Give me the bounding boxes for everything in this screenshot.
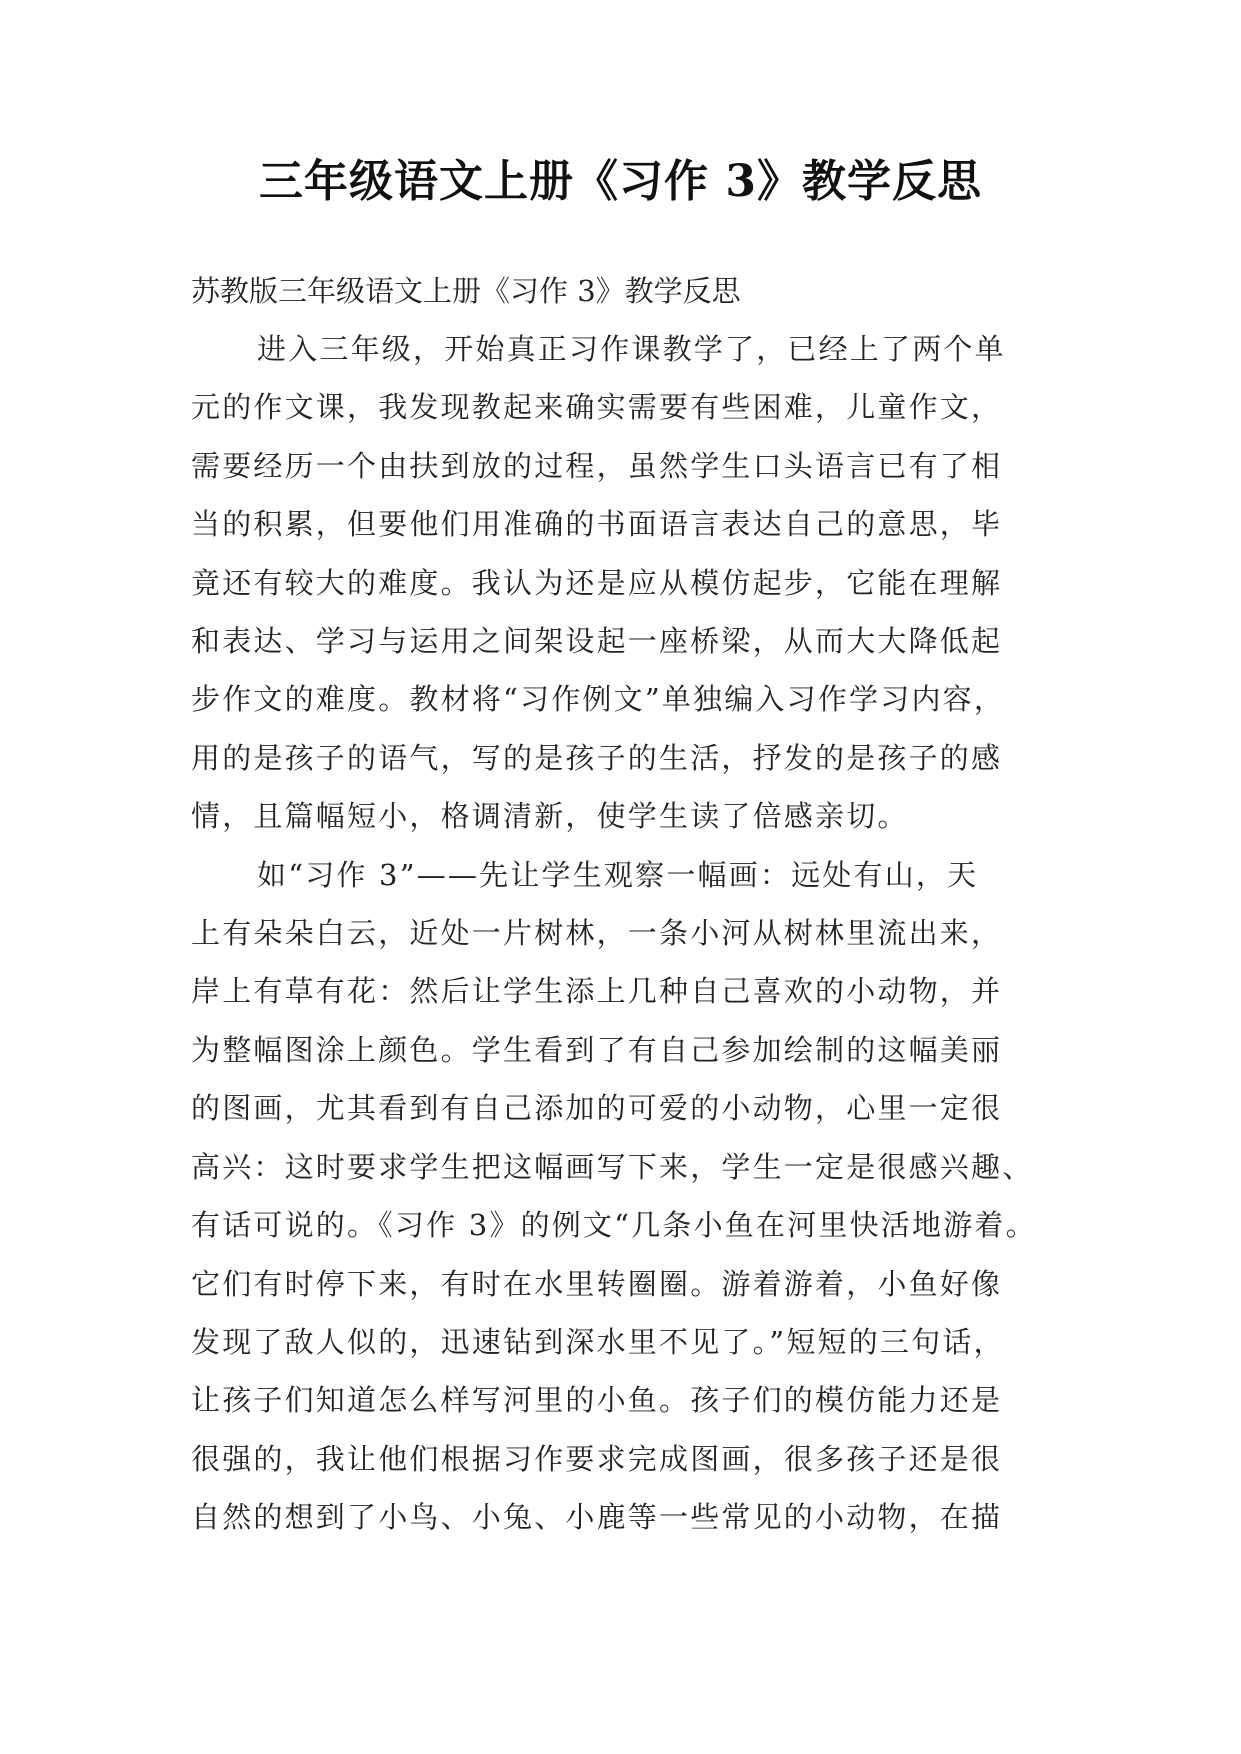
- paragraph-line: 有话可说的。《习作 3》的例文“几条小鱼在河里快活地游着。: [191, 1208, 1037, 1243]
- paragraph-line: 竟还有较大的难度。我认为还是应从模仿起步，它能在理解: [191, 565, 1003, 600]
- paragraph-line: 用的是孩子的语气，写的是孩子的生活，抒发的是孩子的感: [191, 740, 1003, 775]
- paragraph-line: 如“习作 3”——先让学生观察一幅画：远处有山，天: [257, 857, 979, 892]
- paragraph-line: 为整幅图涂上颜色。学生看到了有自己参加绘制的这幅美丽: [191, 1032, 1003, 1067]
- paragraph-line: 高兴：这时要求学生把这幅画写下来，学生一定是很感兴趣、: [191, 1149, 1034, 1184]
- paragraph-line: 很强的，我让他们根据习作要求完成图画，很多孩子还是很: [191, 1441, 1003, 1476]
- paragraph-line: 它们有时停下来，有时在水里转圈圈。游着游着，小鱼好像: [191, 1266, 1003, 1301]
- paragraph-2: [191, 846, 1053, 1547]
- paragraph-line: 岸上有草有花：然后让学生添上几种自己喜欢的小动物，并: [191, 974, 1003, 1009]
- paragraph-line: 发现了敌人似的，迅速钻到深水里不见了。”短短的三句话，: [191, 1324, 1005, 1359]
- paragraph-line: 需要经历一个由扶到放的过程，虽然学生口头语言已有了相: [191, 448, 1003, 483]
- paragraph-line: 元的作文课，我发现教起来确实需要有些困难，儿童作文，: [191, 390, 1003, 425]
- paragraph-line: 自然的想到了小鸟、小兔、小鹿等一些常见的小动物，在描: [191, 1500, 1003, 1535]
- document-subtitle: 苏教版三年级语文上册《习作 3》教学反思: [191, 274, 741, 308]
- document-body: [191, 262, 1053, 1547]
- paragraph-line: 情，且篇幅短小，格调清新，使学生读了倍感亲切。: [191, 799, 909, 834]
- paragraph-line: 步作文的难度。教材将“习作例文”单独编入习作学习内容，: [191, 682, 1006, 717]
- paragraph-line: 当的积累，但要他们用准确的书面语言表达自己的意思，毕: [191, 507, 1003, 542]
- document-title: 三年级语文上册《习作 3》教学反思: [259, 156, 982, 207]
- paragraph-line: 上有朵朵白云，近处一片树林，一条小河从树林里流出来，: [191, 916, 1003, 951]
- paragraph-line: 的图画，尤其看到有自己添加的可爱的小动物，心里一定很: [191, 1091, 1003, 1126]
- paragraph-line: 让孩子们知道怎么样写河里的小鱼。孩子们的模仿能力还是: [191, 1383, 1003, 1418]
- paragraph-line: 进入三年级，开始真正习作课教学了，已经上了两个单: [257, 332, 1006, 366]
- paragraph-line: 和表达、学习与运用之间架设起一座桥梁，从而大大降低起: [191, 624, 1003, 659]
- paragraph-1: [191, 320, 1053, 846]
